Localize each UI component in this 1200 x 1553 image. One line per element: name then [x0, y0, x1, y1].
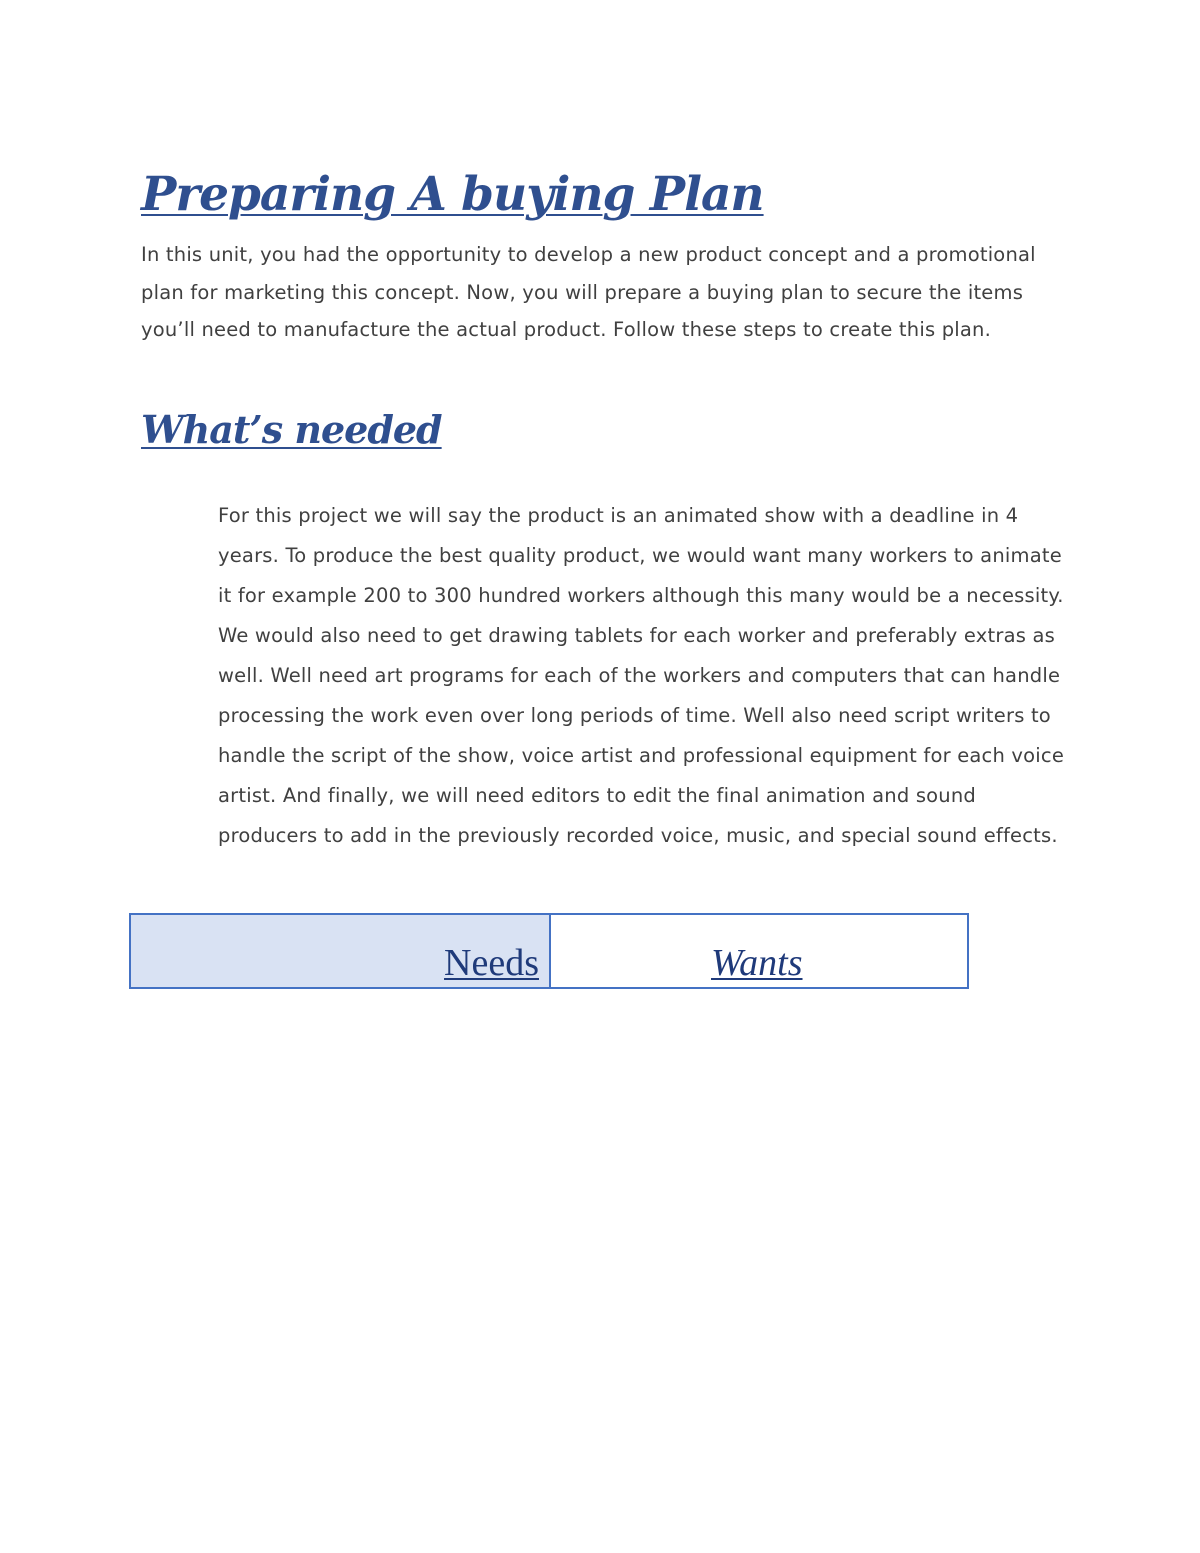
- project-description-paragraph: For this project we will say the product is an animated show with a deadline in 4 years. To produce the best quality product, we would want many workers to animate it for example 200 to 300 hundred workers although this many would be a necessity. We would also need to get drawing tablets for each worker and preferably extras as well. Well need art programs for each of the workers and computers that can handle processing the work even over long periods of time. Well also need script writers to handle the script of the show, voice artist and professional equipment for each voice artist. And finally, we will need editors to edit the final animation and sound producers to add in the previously recorded voice, music, and special sound effects.: [218, 504, 1065, 847]
- section-heading-whats-needed: What’s needed: [141, 407, 442, 452]
- wants-column-header-cell: [551, 915, 967, 987]
- needs-column-header-cell: [131, 915, 551, 987]
- intro-paragraph: In this unit, you had the opportunity to develop a new product concept and a promotional plan for marketing this concept. Now, you will prepare a buying plan to secure the items you’ll need to manufacture the actual product. Follow these steps to create this plan.: [141, 243, 1036, 342]
- wants-header-label: Wants: [711, 942, 803, 984]
- needs-header-label: Needs: [444, 942, 539, 984]
- needs-wants-table: [129, 913, 969, 989]
- page-title: Preparing A buying Plan: [141, 167, 764, 222]
